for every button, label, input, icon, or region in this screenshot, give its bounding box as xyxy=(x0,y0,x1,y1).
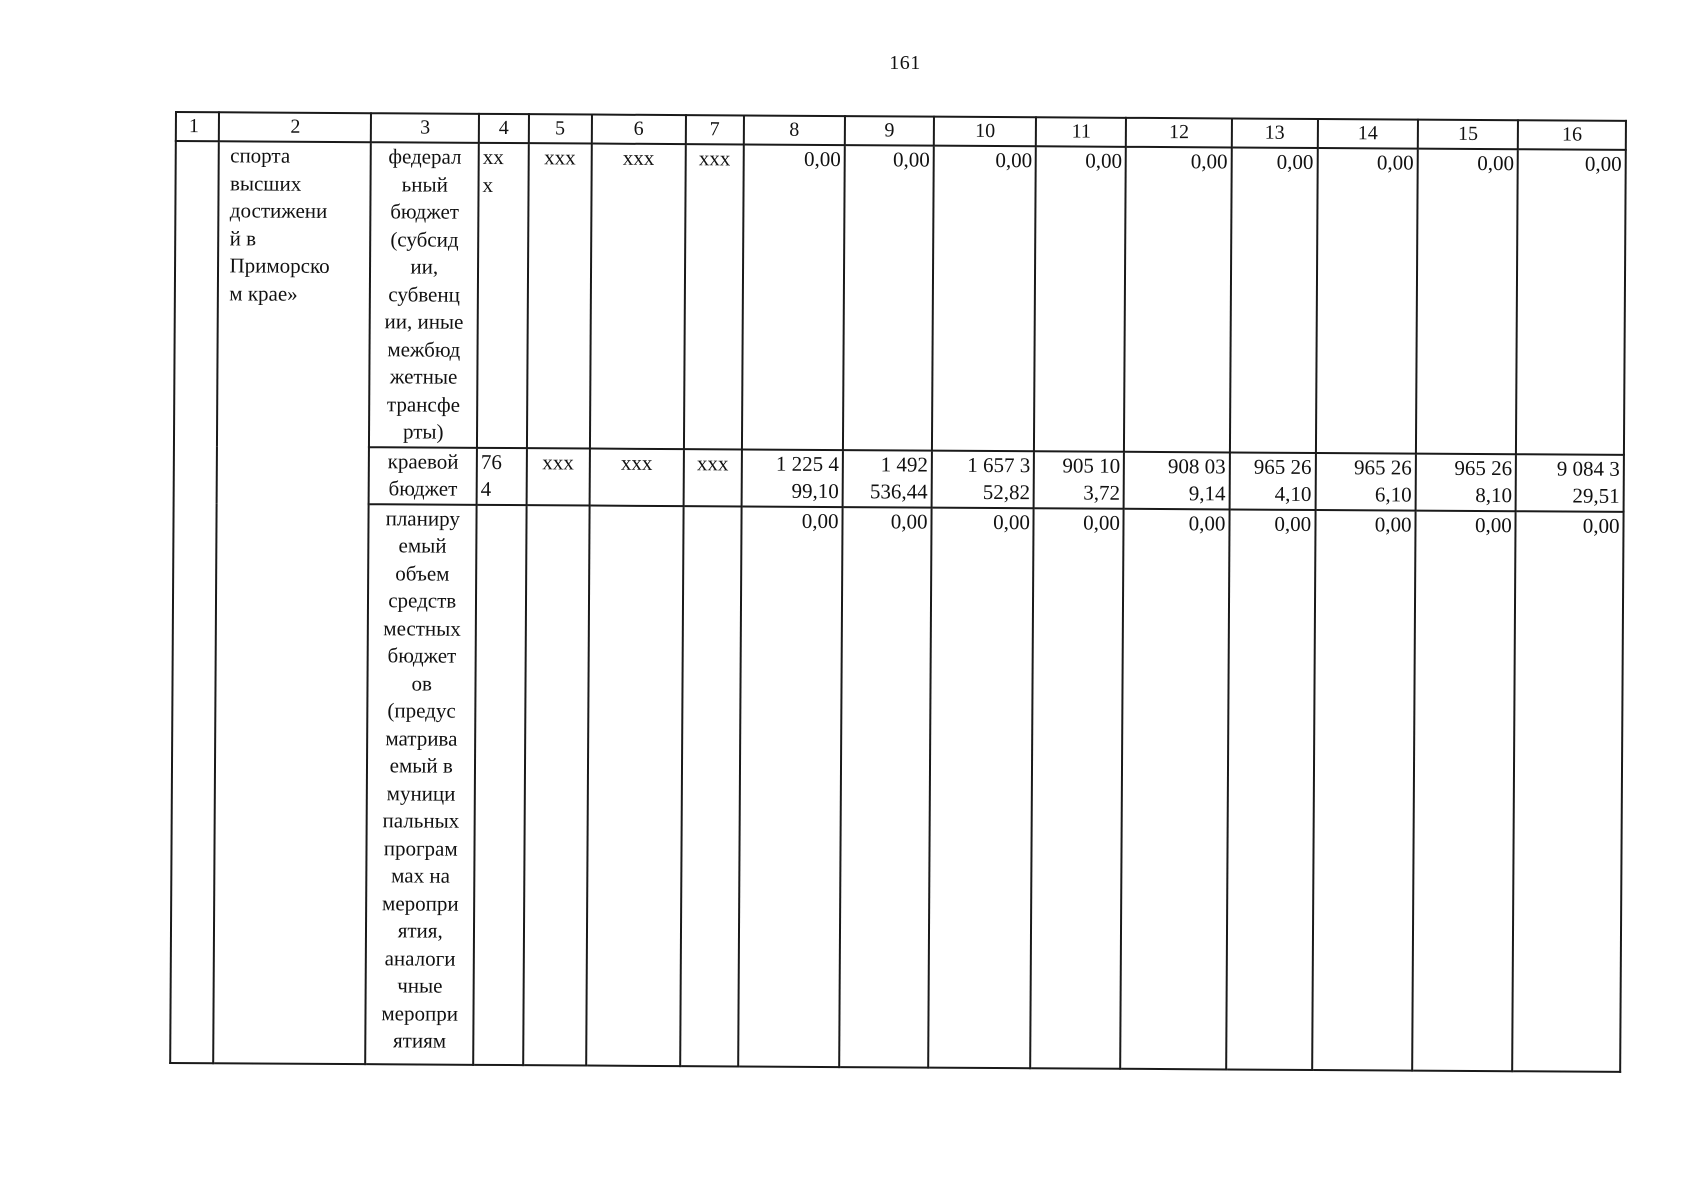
amount-cell: 0,00 xyxy=(932,146,1036,451)
code-cell xyxy=(586,505,684,1066)
funding-source-cell: краевой бюджет xyxy=(369,447,477,505)
amount-cell: 0,00 xyxy=(1312,509,1416,1070)
column-number: 1 xyxy=(176,112,220,141)
amount-cell: 0,00 xyxy=(1031,508,1124,1069)
table-row xyxy=(170,502,1623,1071)
amount-cell: 0,00 xyxy=(1412,510,1516,1071)
page-number: 161 xyxy=(889,52,921,74)
amount-cell: 0,00 xyxy=(738,506,843,1067)
column-number: 5 xyxy=(528,114,591,143)
column-number: 4 xyxy=(479,114,529,143)
amount-cell: 0,00 xyxy=(1124,147,1231,452)
amount-cell: 0,00 xyxy=(1316,148,1418,453)
code-cell: хх х xyxy=(477,143,528,448)
table-row xyxy=(174,141,1626,454)
code-cell xyxy=(473,504,526,1064)
code-cell: ххх xyxy=(683,449,741,506)
budget-table xyxy=(169,111,1627,1072)
column-number: 13 xyxy=(1232,118,1318,148)
code-cell: ххх xyxy=(590,144,686,449)
column-number: 9 xyxy=(845,116,934,146)
amount-cell: 0,00 xyxy=(1226,509,1315,1070)
code-cell: ххх xyxy=(526,448,589,505)
index-cell xyxy=(170,141,219,1063)
amount-cell: 0,00 xyxy=(1230,147,1318,452)
amount-cell: 0,00 xyxy=(1516,149,1626,454)
amount-cell: 0,00 xyxy=(1034,146,1126,451)
code-cell: ххх xyxy=(684,144,744,449)
amount-cell: 908 03 9,14 xyxy=(1124,451,1230,509)
amount-cell: 0,00 xyxy=(1416,149,1518,454)
table-row xyxy=(174,445,1624,511)
amount-cell: 0,00 xyxy=(928,507,1034,1068)
amount-cell: 905 10 3,72 xyxy=(1034,451,1124,509)
column-number: 6 xyxy=(592,115,686,145)
amount-cell: 1 657 3 52,82 xyxy=(932,450,1035,508)
amount-cell: 9 084 3 29,51 xyxy=(1516,454,1624,512)
code-cell: ххх xyxy=(589,448,683,506)
code-cell xyxy=(523,505,589,1065)
funding-source-cell: федерал ьный бюджет (субсид ии, субвенц ии, иные межбюд жетные трансфе рты) xyxy=(369,142,478,447)
column-number: 11 xyxy=(1036,117,1126,147)
code-cell: ххх xyxy=(527,143,592,448)
amount-cell: 965 26 4,10 xyxy=(1229,452,1315,510)
amount-cell: 0,00 xyxy=(843,145,934,450)
amount-cell: 1 492 536,44 xyxy=(843,450,932,508)
column-number: 3 xyxy=(371,113,479,143)
column-number: 2 xyxy=(219,112,371,142)
amount-cell: 0,00 xyxy=(1512,511,1623,1072)
funding-source-cell: планиру емый объем средств местных бюджет ов (предус матрива емый в муници пальных програм мах на меропри ятия, аналоги чные меропри ятиям xyxy=(366,504,477,1065)
column-number: 10 xyxy=(934,117,1037,147)
column-number: 8 xyxy=(744,115,846,145)
amount-cell: 965 26 8,10 xyxy=(1416,453,1517,511)
code-cell: 76 4 xyxy=(477,447,527,504)
amount-cell: 1 225 4 99,10 xyxy=(741,449,843,507)
code-cell xyxy=(680,506,741,1066)
column-number: 12 xyxy=(1126,118,1232,148)
amount-cell: 0,00 xyxy=(839,507,931,1068)
program-name-cell: спорта высших достижени й в Приморско м крае» xyxy=(214,141,372,1063)
column-number: 16 xyxy=(1518,120,1626,150)
amount-cell: 965 26 6,10 xyxy=(1315,452,1416,510)
amount-cell: 0,00 xyxy=(742,144,845,449)
amount-cell: 0,00 xyxy=(1121,508,1230,1069)
column-number: 14 xyxy=(1317,119,1417,149)
column-number: 15 xyxy=(1418,120,1518,150)
column-number: 7 xyxy=(686,115,744,144)
